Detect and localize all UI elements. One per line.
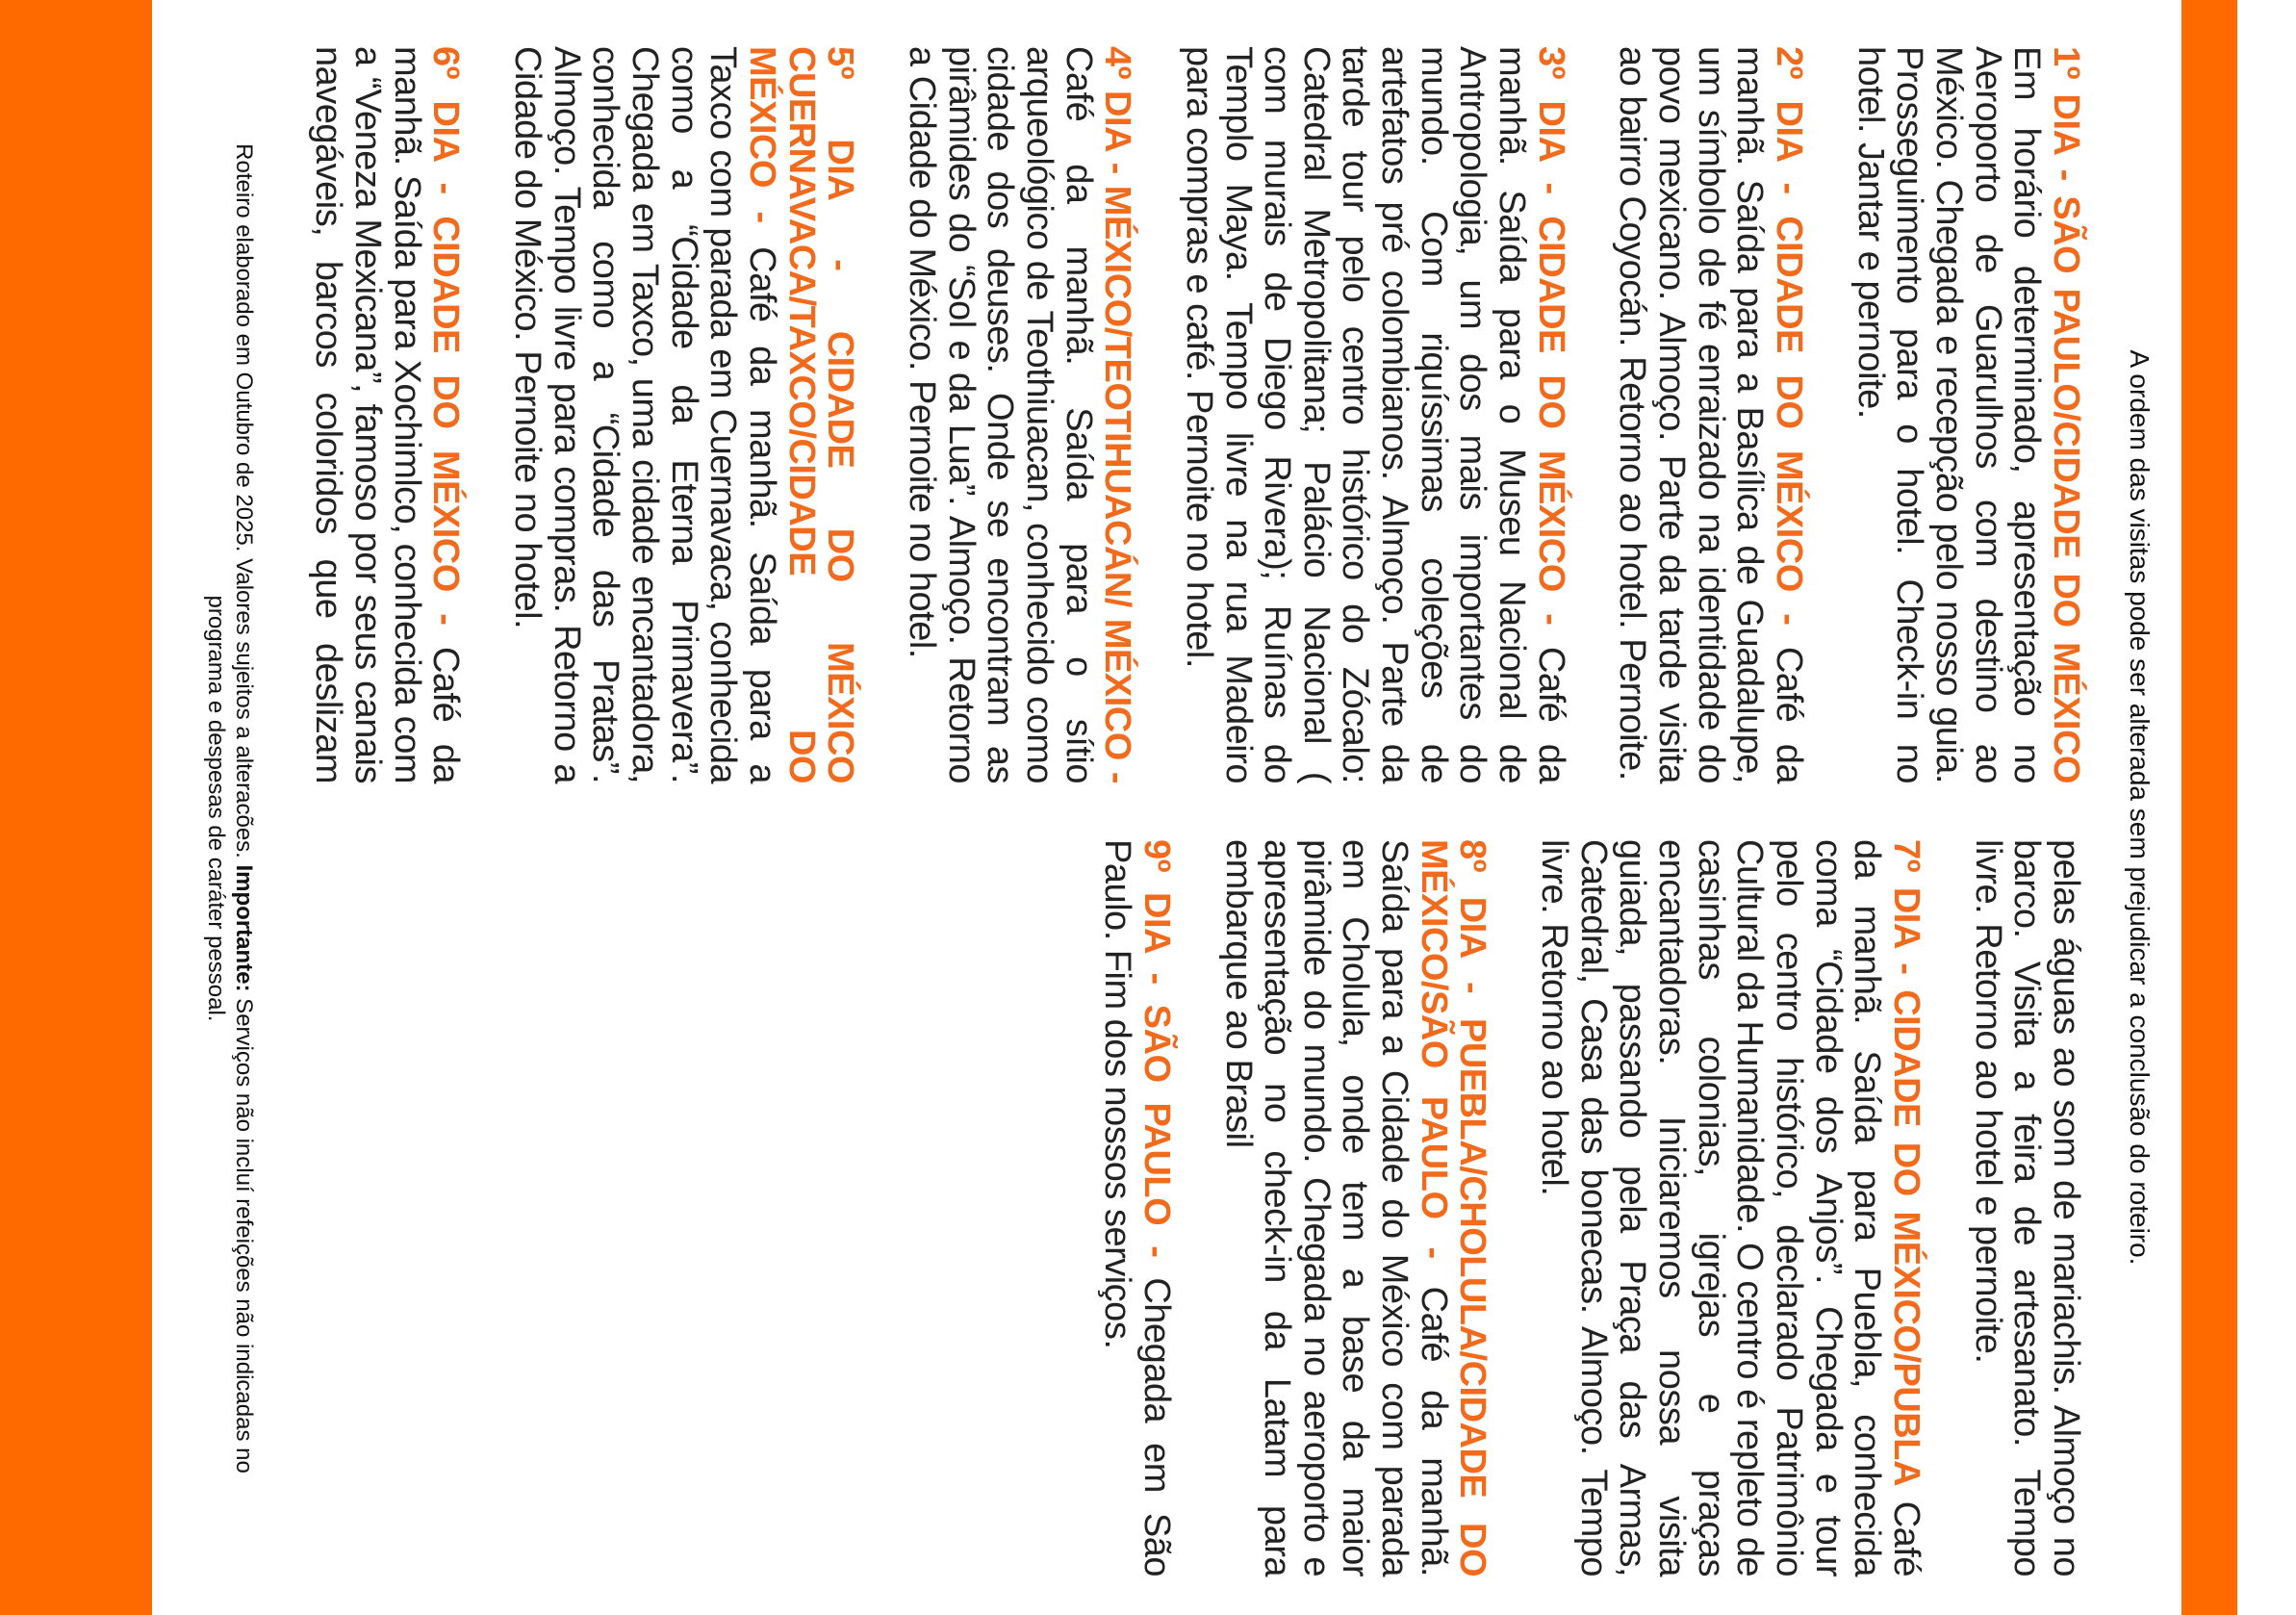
right-accent-bar — [2181, 0, 2237, 1615]
day-text: Café da manhã. Saída para a Basílica de Guadalupe, um símbolo de fé enraizado na identidade do povo mexicano. Almoço. Parte da tarde visita ao bairro Coyocán. Retorno ao hotel. Pernoite. — [1612, 46, 1810, 783]
day-text: Café da manhã. Saída para Puebla, conhecida coma “Cidade dos Anjos”. Chegada e tour pelo centro histórico, declarado Patrimônio Cultural da Humanidade. O centro é repleto de casinhas colonias, igrejas e praças encantadoras. Iniciaremos nossa visita guiada, passando pela Praça das Armas, Catedral, Casa das bonecas. Almoço. Tempo livre. Retorno ao hotel. — [1534, 839, 1927, 1577]
day-title: 4º DIA - MÉXICO/TEOTIHUACÁN/ MÉXICO - — [1097, 46, 1138, 783]
itinerary-page — [152, 0, 2181, 1615]
footer-note — [201, 106, 257, 1511]
day-2 — [1613, 46, 1808, 783]
day-7 — [1534, 839, 1926, 1577]
left-accent-bar — [0, 0, 152, 1615]
day-title: 1º DIA - SÃO PAULO/CIDADE DO MÉXICO — [2046, 46, 2086, 783]
day-text: Em horário determinado, apresentação no Aeroporto de Guarulhos com destino ao México. Chegada e recepção pelo nosso guia. Prosseguimento para o hotel. Check-in no hotel. Jantar e pernoite. — [1850, 46, 2048, 783]
day-text: Café da manhã. Saída para a Cidade do México com parada em Cholula, onde tem a base da maior pirâmide do mundo. Chegada no aeroporto e apresentação no check-in da Latam para embarque ao Brasil — [1217, 839, 1454, 1577]
day-title: 3º DIA - CIDADE DO MÉXICO - — [1530, 46, 1571, 626]
day-title: 9º DIA - SÃO PAULO - — [1135, 839, 1177, 1258]
day-text: Café da manhã. Saída para o Museu Nacional de Antropologia, um dos mais importantes do mundo. Com riquíssimas coleções de artefatos pré colombianos. Almoço. Parte da tarde tour pelo centro histórico do Zócalo: Catedral Metropolitana; Palácio Nacional ( com murais de Diego Rivera); Ruínas do Templo Maya. Tempo livre na rua Madeiro para compras e café. Pernoite no hotel. — [1178, 46, 1571, 783]
day-text: Chegada em São Paulo. Fim dos nossos serviços. — [1097, 839, 1177, 1577]
itinerary-columns — [295, 46, 2085, 1577]
footer-important-label: Importante: — [231, 864, 257, 992]
footer-text-1: Roteiro elaborado em Outubro de 2025. Valores sujeitos a alteracões. — [231, 143, 257, 865]
day-title: 5º DIA - CIDADE DO MÉXICO CUERNAVACA/TAXCO/CIDADE DO MÉXICO - — [741, 46, 861, 783]
day-9 — [1098, 839, 1176, 1577]
day-title: 2º DIA - CIDADE DO MÉXICO - — [1769, 46, 1810, 626]
day-text: Café da manhã. Saída para a Taxco com parada em Cuernavaca, conhecida como a “Cidade da Eterna Primavera”. Chegada em Taxco, uma cidade encantadora, conhecida como a “Cidade das Pratas”. Almoço. Tempo livre para compras. Retorno a Cidade do México. Pernoite no hotel. — [507, 46, 782, 783]
right-margin-strip — [2237, 0, 2296, 1615]
day-title: 7º DIA - CIDADE DO MÉXICO/PUBLA — [1886, 839, 1927, 1486]
day-5 — [507, 46, 859, 783]
day-title: 8º DIA - PUEBLA/CHOLULA/CIDADE DO MÉXICO/SÃO PAULO - — [1413, 839, 1493, 1577]
day-1 — [1850, 46, 2085, 783]
day-8 — [1218, 839, 1492, 1577]
order-notice: A ordem das visitas pode ser alterada sem prejudicar a conclusão do roteiro. — [2125, 349, 2155, 1266]
footer-text-2: Serviços não incluí refeições não indicadas no programa e despesas de caráter pessoal. — [203, 595, 257, 1474]
day-text: Café da manhã. Saída para Xochimlco, conhecida com a “Veneza Mexicana”, famoso por seus canais navegáveis, barcos coloridos que deslizam pelas águas ao som de mariachis. Almoço no barco. Visita a feira de artesanato. Tempo livre. Retorno ao hotel e pernoite. — [308, 46, 2086, 1577]
day-3 — [1179, 46, 1570, 783]
day-text: Café da manhã. Saída para o sítio arqueológico de Teothiuacan, conhecido como cidade dos deuses. Onde se encontram as pirâmides do “Sol e da Lua”. Almoço. Retorno a Cidade do México. Pernoite no hotel. — [901, 46, 1099, 783]
day-title: 6º DIA - CIDADE DO MÉXICO - — [425, 46, 467, 626]
day-4 — [902, 46, 1136, 783]
